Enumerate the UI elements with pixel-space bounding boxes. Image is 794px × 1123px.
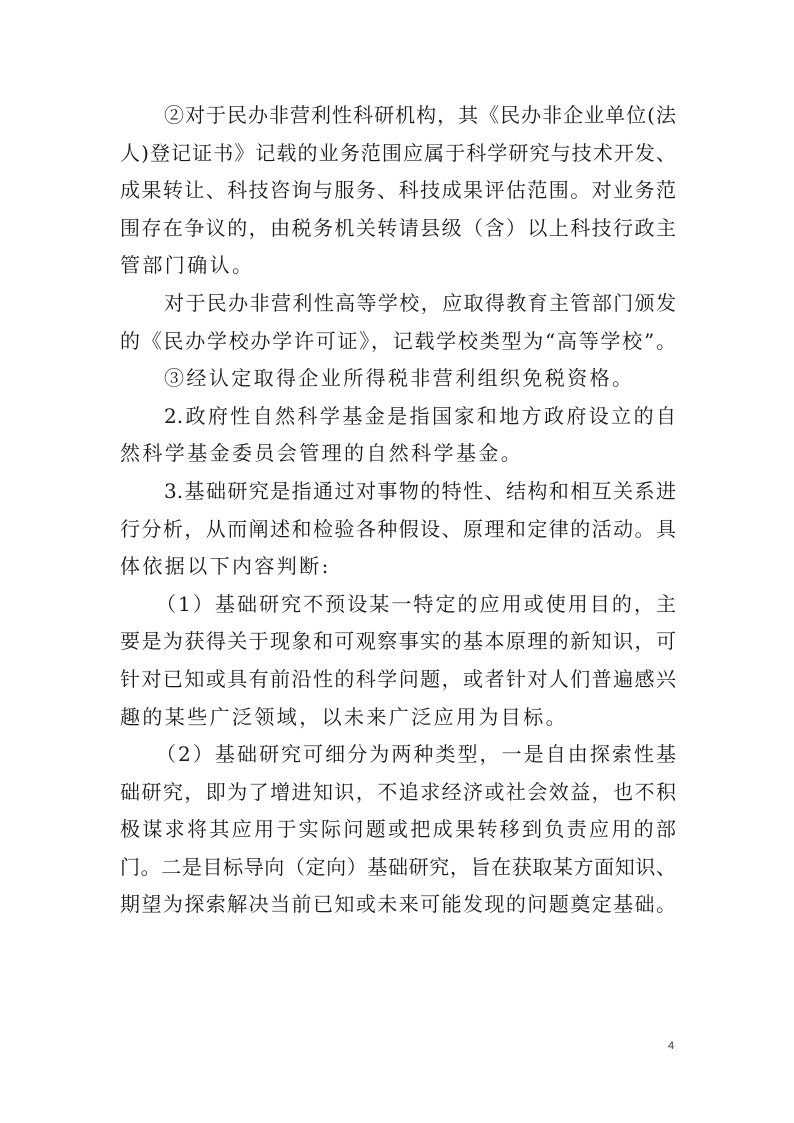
paragraph-line: 行分析，从而阐述和检验各种假设、原理和定律的活动。具 — [120, 516, 676, 541]
paragraph-line: 极谋求将其应用于实际问题或把成果转移到负责应用的部 — [120, 817, 676, 842]
paragraph-line: 要是为获得关于现象和可观察事实的基本原理的新知识，可 — [120, 629, 676, 654]
page-number: 4 — [668, 1040, 675, 1052]
paragraph-line: 趣的某些广泛领域，以未来广泛应用为目标。 — [120, 704, 568, 729]
paragraph-line: （2）基础研究可细分为两种类型，一是自由探索性基 — [156, 742, 676, 767]
paragraph-line: 础研究，即为了增进知识，不追求经济或社会效益，也不积 — [120, 779, 676, 804]
paragraph-line: 期望为探索解决当前已知或未来可能发现的问题奠定基础。 — [120, 892, 676, 917]
paragraph-line: 体依据以下内容判断: — [120, 554, 331, 579]
paragraph-line: 成果转让、科技咨询与服务、科技成果评估范围。对业务范 — [120, 178, 676, 203]
paragraph-line: 门。二是目标导向（定向）基础研究，旨在获取某方面知识、 — [120, 854, 676, 879]
paragraph-line: 针对已知或具有前沿性的科学问题，或者针对人们普遍感兴 — [120, 666, 676, 691]
paragraph-line: 然科学基金委员会管理的自然科学基金。 — [120, 441, 524, 466]
body-text — [120, 97, 676, 924]
paragraph-line: 3.基础研究是指通过对事物的特性、结构和相互关系进 — [164, 478, 676, 503]
paragraph-line: 人)登记证书》记载的业务范围应属于科学研究与技术开发、 — [120, 140, 676, 165]
paragraph-line: 2.政府性自然科学基金是指国家和地方政府设立的自 — [164, 403, 676, 428]
paragraph-line: 管部门确认。 — [120, 253, 255, 278]
paragraph-line: 围存在争议的，由税务机关转请县级（含）以上科技行政主 — [120, 215, 676, 240]
paragraph-line: 的《民办学校办学许可证》，记载学校类型为“高等学校”。 — [120, 328, 676, 353]
paragraph-line: 对于民办非营利性高等学校，应取得教育主管部门颁发 — [164, 290, 676, 315]
paragraph-line: （1）基础研究不预设某一特定的应用或使用目的，主 — [156, 591, 676, 616]
paragraph-line: ②对于民办非营利性科研机构，其《民办非企业单位(法 — [164, 103, 676, 127]
paragraph-line: ③经认定取得企业所得税非营利组织免税资格。 — [164, 366, 635, 391]
